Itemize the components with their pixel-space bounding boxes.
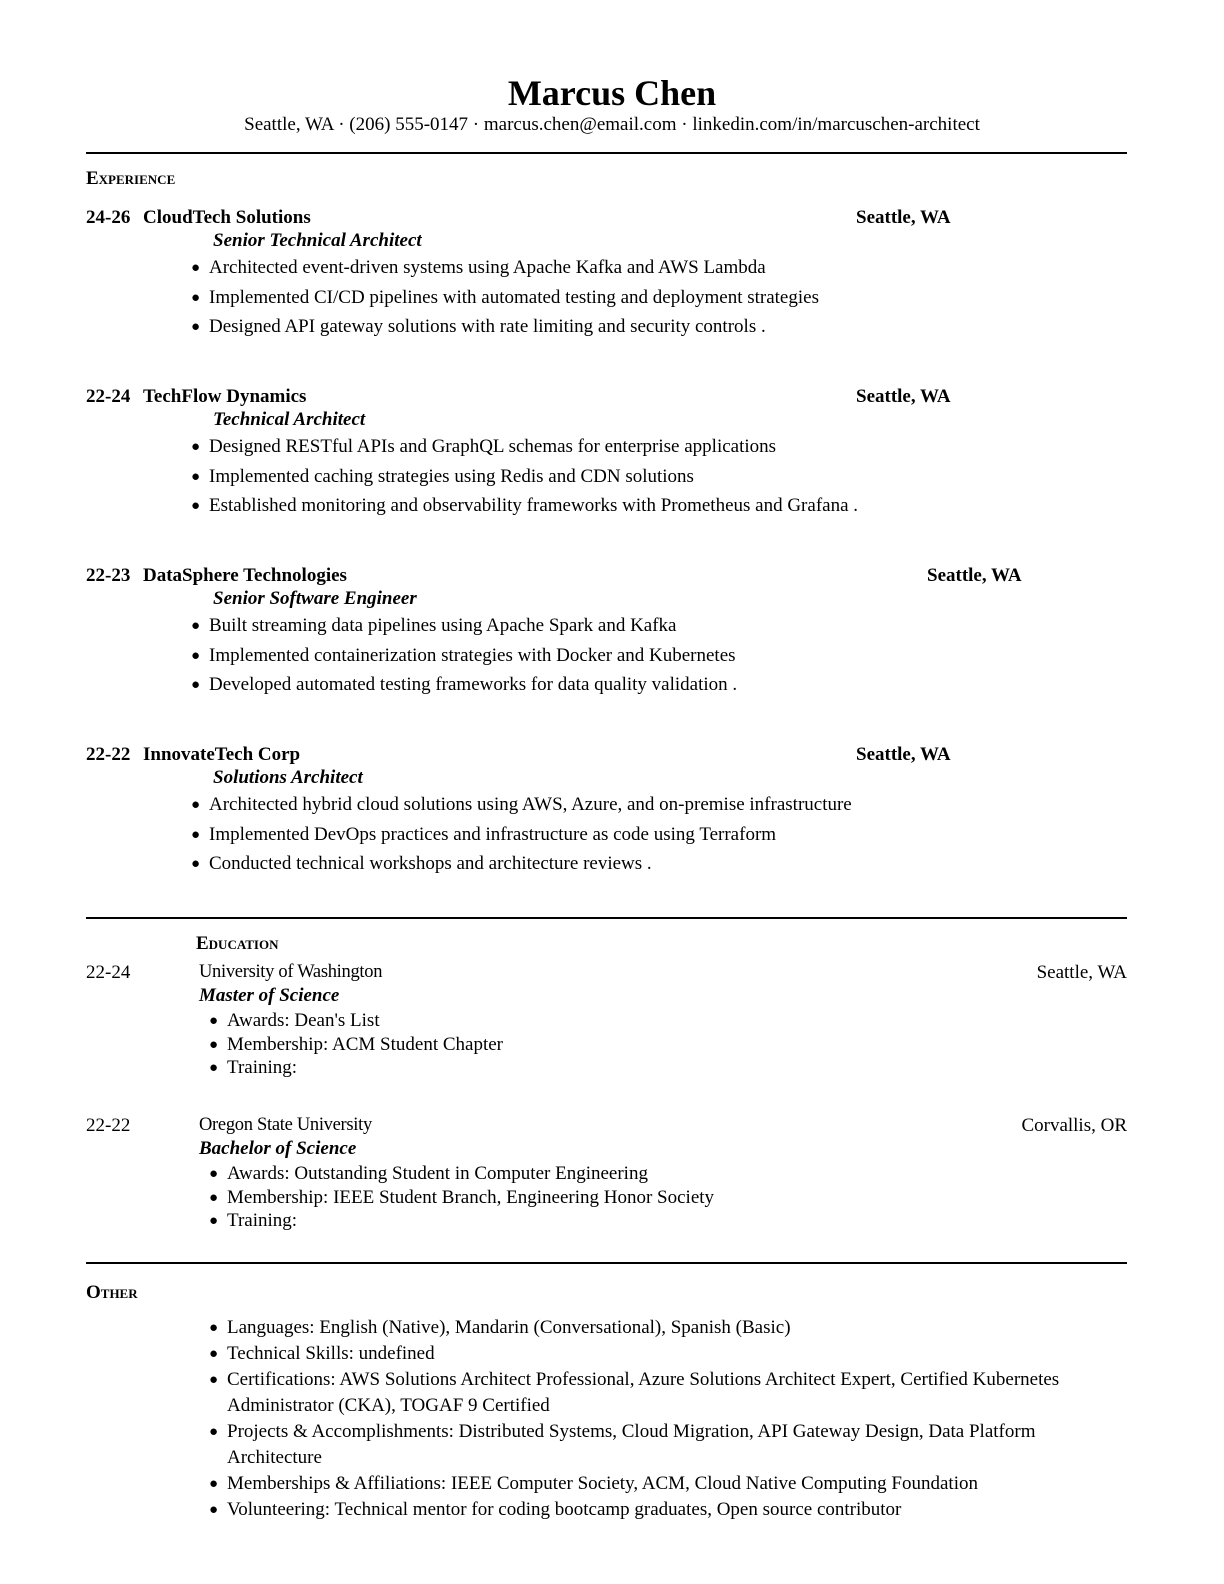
list-item: ● Certifications: AWS Solutions Architect Professional, Azure Solutions Architect Expert, Certified Kubernetes Administrator (CKA), TOGAF 9 Certified [209,1367,1109,1419]
job-bullets [191,615,737,704]
list-item: ● Volunteering: Technical mentor for coding bootcamp graduates, Open source contributor [209,1497,1109,1523]
job-location: Seattle, WA [856,207,951,228]
list-item: ● Implemented caching strategies using Redis and CDN solutions [191,466,858,496]
experience-heading: Experience [86,168,176,189]
list-item: ● Membership: ACM Student Chapter [209,1034,503,1058]
job-dates: 22-23 [86,565,131,586]
education-heading: Education [196,933,279,954]
job-dates: 22-22 [86,744,131,765]
job-dates: 24-26 [86,207,131,228]
list-item: ● Designed API gateway solutions with rate limiting and security controls . [191,316,819,346]
list-item: ● Implemented containerization strategies with Docker and Kubernetes [191,645,737,675]
job-header [86,565,347,587]
list-item: ● Architected event-driven systems using Apache Kafka and AWS Lambda [191,257,819,287]
list-item: ● Architected hybrid cloud solutions using AWS, Azure, and on-premise infrastructure [191,794,852,824]
list-item: ● Implemented CI/CD pipelines with automated testing and deployment strategies [191,287,819,317]
job-bullets [191,257,819,346]
list-item: ● Membership: IEEE Student Branch, Engineering Honor Society [209,1187,714,1211]
degree: Master of Science [199,985,340,1006]
school-dates: 22-24 [86,962,131,983]
school-location: Seattle, WA [1036,962,1127,983]
job-bullets [191,436,858,525]
job-company: TechFlow Dynamics [143,386,307,407]
other-heading: Other [86,1282,138,1303]
other-bullets [209,1315,1109,1523]
degree: Bachelor of Science [199,1138,357,1159]
job-bullets [191,794,852,883]
job-company: DataSphere Technologies [143,565,347,586]
candidate-name: Marcus Chen [507,73,717,113]
school-dates: 22-22 [86,1115,131,1136]
list-item: ● Designed RESTful APIs and GraphQL schemas for enterprise applications [191,436,858,466]
school-name: Oregon State University [199,1115,372,1135]
divider [86,917,1127,919]
job-title: Solutions Architect [213,767,363,788]
list-item: ● Awards: Outstanding Student in Computer Engineering [209,1163,714,1187]
list-item: ● Training: [209,1210,714,1234]
job-title: Senior Technical Architect [213,230,422,251]
job-dates: 22-24 [86,386,131,407]
job-location: Seattle, WA [927,565,1022,586]
divider [86,1262,1127,1264]
divider [86,152,1127,154]
list-item: ● Training: [209,1057,503,1081]
list-item: ● Implemented DevOps practices and infrastructure as code using Terraform [191,824,852,854]
list-item: ● Languages: English (Native), Mandarin (Conversational), Spanish (Basic) [209,1315,1109,1341]
job-header [86,207,311,229]
list-item: ● Memberships & Affiliations: IEEE Computer Society, ACM, Cloud Native Computing Foundation [209,1471,1109,1497]
job-location: Seattle, WA [856,386,951,407]
list-item: ● Built streaming data pipelines using Apache Spark and Kafka [191,615,737,645]
list-item: ● Developed automated testing frameworks for data quality validation . [191,674,737,704]
list-item: ● Awards: Dean's List [209,1010,503,1034]
job-header [86,744,300,766]
school-location: Corvallis, OR [1021,1115,1127,1136]
job-title: Senior Software Engineer [213,588,417,609]
job-header [86,386,306,408]
job-location: Seattle, WA [856,744,951,765]
school-name: University of Washington [199,962,383,982]
job-company: CloudTech Solutions [143,207,311,228]
list-item: ● Established monitoring and observability frameworks with Prometheus and Grafana . [191,495,858,525]
contact-line: Seattle, WA · (206) 555-0147 · marcus.chen@email.com · linkedin.com/in/marcuschen-architect [244,114,980,135]
list-item: ● Conducted technical workshops and architecture reviews . [191,853,852,883]
job-company: InnovateTech Corp [143,744,301,765]
school-bullets [209,1010,503,1081]
list-item: ● Technical Skills: undefined [209,1341,1109,1367]
job-title: Technical Architect [213,409,366,430]
school-bullets [209,1163,714,1234]
list-item: ● Projects & Accomplishments: Distributed Systems, Cloud Migration, API Gateway Design, Data Platform Architecture [209,1419,1109,1471]
